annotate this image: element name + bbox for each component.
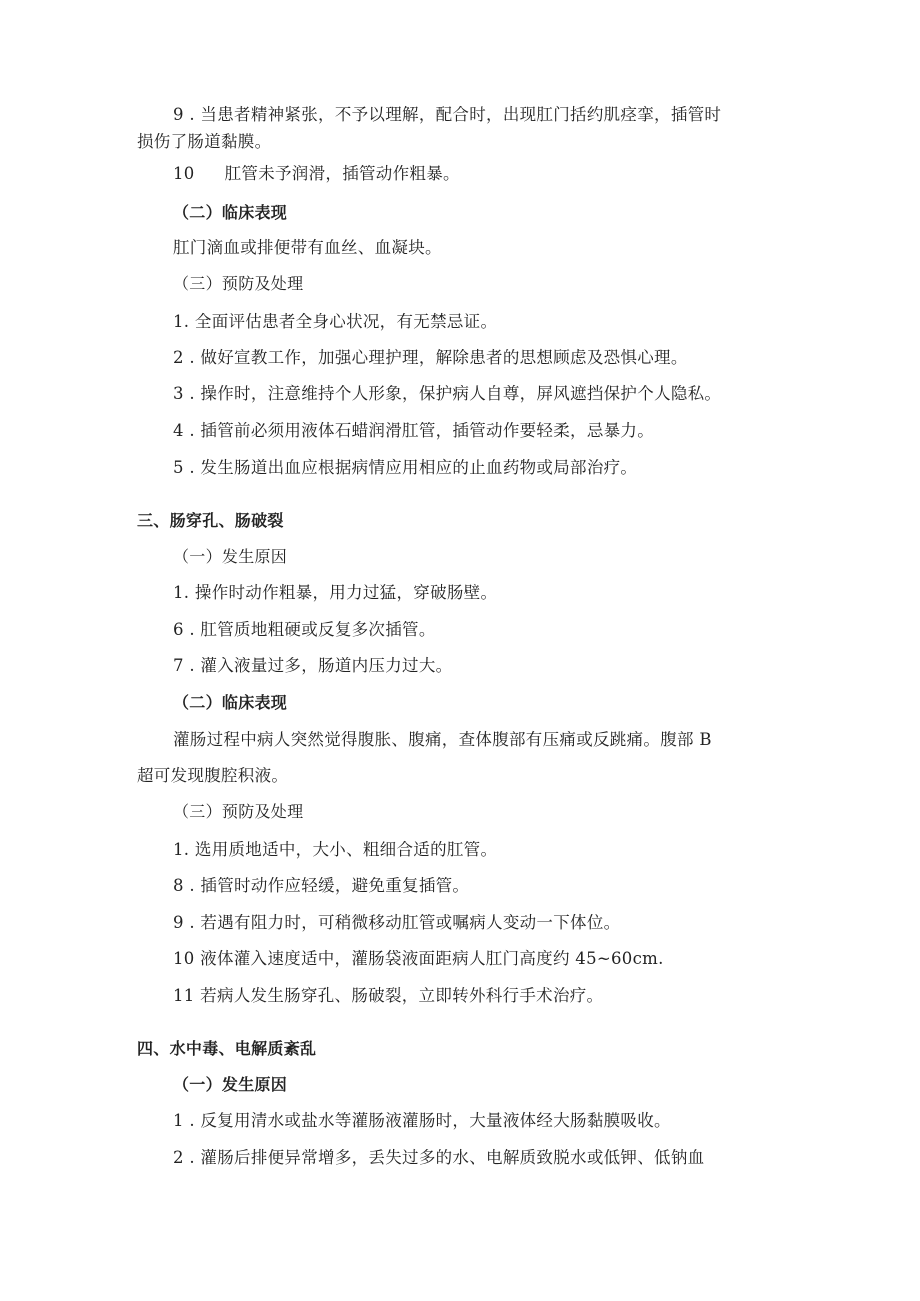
item-9-cause-continued: 损伤了肠道黏膜。 [137, 132, 272, 151]
item-text: 肛管未予润滑，插管动作粗暴。 [224, 164, 460, 183]
item-9-cause: 9 . 当患者精神紧张，不予以理解，配合时，出现肛门括约肌痉挛，插管时 [173, 105, 722, 124]
item-10-cause [173, 163, 823, 185]
item-number: 10 [173, 164, 195, 183]
prevention-item-5: 5 . 发生肠道出血应根据病情应用相应的止血药物或局部治疗。 [173, 458, 638, 477]
cause2-item-2: 2 . 灌肠后排便异常增多，丢失过多的水、电解质致脱水或低钾、低钠血 [173, 1148, 705, 1167]
prevention-item-4: 4 . 插管前必须用液体石蜡润滑肛管，插管动作要轻柔，忌暴力。 [173, 421, 655, 440]
clinical-text-2: 灌肠过程中病人突然觉得腹胀、腹痛，查体腹部有压痛或反跳痛。腹部 B [173, 730, 712, 749]
prevention-item-1: 1. 全面评估患者全身心状况，有无禁忌证。 [173, 312, 498, 331]
cause-item-6: 6 . 肛管质地粗硬或反复多次插管。 [173, 620, 436, 639]
cause2-item-1: 1 . 反复用清水或盐水等灌肠液灌肠时，大量液体经大肠黏膜吸收。 [173, 1111, 671, 1130]
clinical-text: 肛门滴血或排便带有血丝、血凝块。 [173, 238, 442, 257]
clinical-text-2-continued: 超可发现腹腔积液。 [137, 766, 289, 785]
prevention2-item-1: 1. 选用质地适中，大小、粗细合适的肛管。 [173, 840, 498, 859]
section-heading-prevention-2: （三）预防及处理 [173, 802, 304, 821]
prevention2-item-8: 8 . 插管时动作应轻缓，避免重复插管。 [173, 876, 470, 895]
chapter-heading-water-intoxication: 四、水中毒、电解质紊乱 [137, 1039, 317, 1058]
prevention2-item-11: 11 若病人发生肠穿孔、肠破裂，立即转外科行手术治疗。 [173, 986, 604, 1005]
prevention-item-2: 2 . 做好宣教工作，加强心理护理，解除患者的思想顾虑及恐惧心理。 [173, 348, 688, 367]
section-heading-clinical-2: （二）临床表现 [173, 693, 288, 712]
prevention2-item-10: 10 液体灌入速度适中，灌肠袋液面距病人肛门高度约 45~60cm. [173, 949, 664, 968]
section-heading-cause-2: （一）发生原因 [173, 1075, 288, 1094]
cause-item-7: 7 . 灌入液量过多，肠道内压力过大。 [173, 656, 453, 675]
prevention-item-3: 3 . 操作时，注意维持个人形象，保护病人自尊，屏风遮挡保护个人隐私。 [173, 384, 722, 403]
chapter-heading-perforation: 三、肠穿孔、肠破裂 [137, 511, 284, 530]
section-heading-cause: （一）发生原因 [173, 547, 288, 566]
cause-item-1: 1. 操作时动作粗暴，用力过猛，穿破肠壁。 [173, 583, 498, 602]
section-heading-prevention: （三）预防及处理 [173, 274, 304, 293]
section-heading-clinical: （二）临床表现 [173, 203, 288, 222]
prevention2-item-9: 9 . 若遇有阻力时，可稍微移动肛管或嘱病人变动一下体位。 [173, 913, 621, 932]
